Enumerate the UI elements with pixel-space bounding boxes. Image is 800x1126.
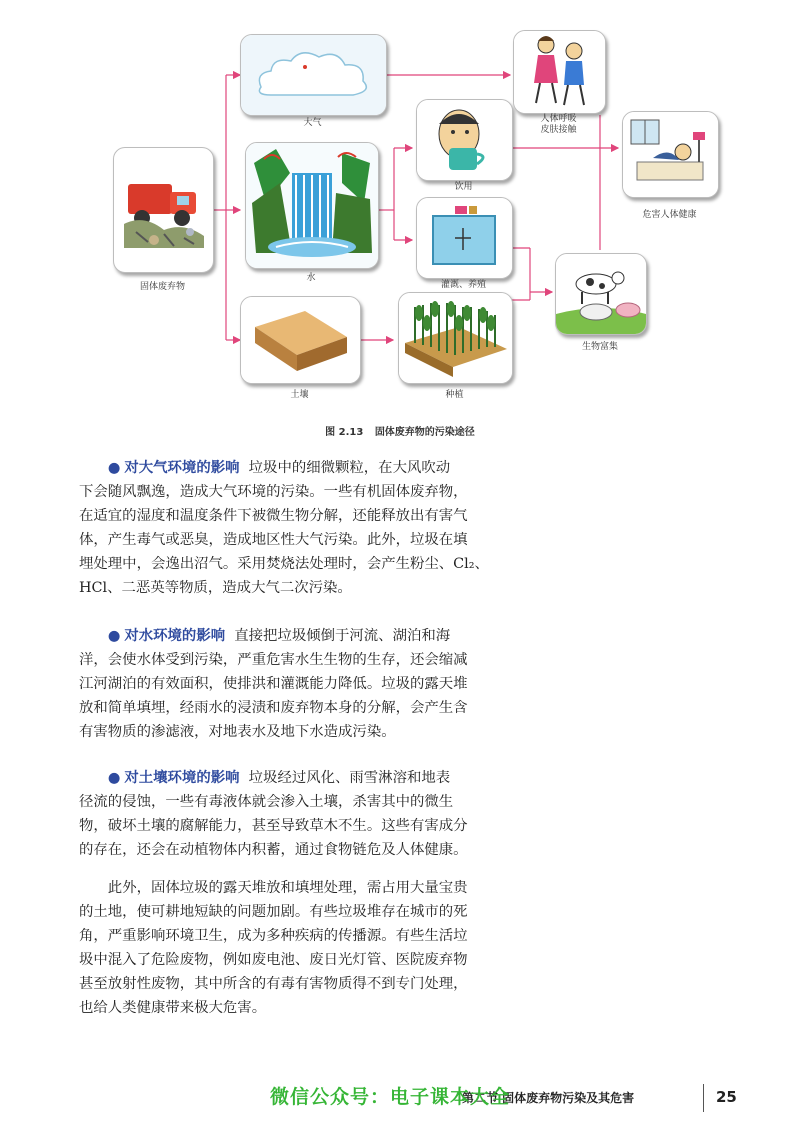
pond-icon: [417, 198, 512, 278]
breathing-label: [513, 114, 604, 136]
cloud-icon: [241, 35, 386, 115]
section-heading: 对水环境的影响: [124, 627, 226, 644]
text-line: 埋处理中，会逸出沼气。采用焚烧法处理时，会产生粉尘、Cl₂、: [79, 556, 489, 572]
crops-label: 种植: [445, 390, 464, 400]
livestock-icon: [556, 254, 646, 334]
section-soil: [79, 766, 534, 862]
text-line: 物，破坏土壤的腐解能力，甚至导致草木不生。这些有害成分: [79, 818, 468, 834]
text-line: 的土地，使可耕地短缺的问题加剧。有些垃圾堆存在城市的死: [79, 904, 468, 920]
section-atmosphere: [79, 456, 534, 600]
crops-node: [398, 292, 513, 384]
text-line: 体，产生毒气或恶臭，造成地区性大气污染。此外，垃圾在填: [79, 532, 468, 548]
person-drinking-icon: [417, 100, 512, 180]
children-playing-icon: [514, 31, 605, 113]
garbage-truck-icon: [114, 148, 213, 272]
atmosphere-label: 大气: [303, 118, 322, 128]
crop-field-icon: [399, 293, 512, 383]
text-line: 径流的侵蚀，一些有毒液体就会渗入土壤，杀害其中的微生: [79, 794, 454, 810]
breathing-label-line-1: 人体呼吸: [540, 114, 577, 124]
text-line: 角，严重影响环境卫生，成为多种疾病的传播源。有些生活垃: [79, 928, 468, 944]
section-heading: 对土壤环境的影响: [124, 769, 240, 786]
pollution-pathway-figure: [0, 0, 800, 445]
soil-block-icon: [241, 297, 360, 383]
section-water: [79, 624, 534, 744]
livestock-node: [555, 253, 647, 335]
drinking-node: [416, 99, 513, 181]
figure-caption: [0, 423, 800, 438]
text-line: 的存在，还会在动植物体内积蓄，通过食物链危及人体健康。: [79, 842, 468, 858]
text-line: 甚至放射性废物，其中所含的有毒有害物质得不到专门处理，: [79, 976, 468, 992]
section-soil-line-1: [79, 766, 534, 790]
figure-title: 固体废弃物的污染途径: [374, 427, 475, 438]
text-line: 也给人类健康带来极大危害。: [79, 1000, 267, 1016]
soil-node: [240, 296, 361, 384]
text-line: 放和简单填埋，经雨水的浸渍和废弃物本身的分解，会产生含: [79, 700, 468, 716]
section-atmosphere-line-1: [79, 456, 534, 480]
page-number: 25: [716, 1088, 737, 1106]
text-line: 洋，会使水体受到污染，严重危害水生生物的生存，还会缩减: [79, 652, 468, 668]
soil-label: 土壤: [290, 390, 309, 400]
water-label: 水: [306, 273, 316, 283]
irrigation-label: 灌溉、养殖: [440, 280, 486, 290]
solid-waste-node: [113, 147, 214, 273]
breathing-label-line-2: 皮肤接触: [540, 125, 577, 135]
health-node: [622, 111, 719, 198]
text-line: 在适宜的湿度和温度条件下被微生物分解，还能释放出有害气: [79, 508, 468, 524]
text-line: 江河湖泊的有效面积，使排洪和灌溉能力降低。垃圾的露天堆: [79, 676, 468, 692]
text-line: 垃圾中的细微颗粒，在大风吹动: [248, 460, 451, 476]
text-line: HCl、二恶英等物质，造成大气二次污染。: [79, 580, 352, 596]
text-line: 有害物质的渗滤液，对地表水及地下水造成污染。: [79, 724, 396, 740]
atmosphere-node: [240, 34, 387, 116]
bullet-dot-icon: ●: [107, 460, 121, 476]
bullet-dot-icon: ●: [107, 628, 121, 644]
water-node: [245, 142, 379, 269]
watermark: 微信公众号：电子课本大全: [270, 1086, 511, 1108]
text-line: 圾中混入了危险废物，例如废电池、废日光灯管、医院废弃物: [79, 952, 468, 968]
footer-divider: [703, 1084, 704, 1112]
text-line: 垃圾经过风化、雨雪淋溶和地表: [248, 770, 451, 786]
section-heading: 对大气环境的影响: [124, 459, 240, 476]
health-label: 危害人体健康: [642, 210, 697, 220]
figure-number: 图 2.13: [325, 427, 364, 438]
text-line: 下会随风飘逸，造成大气环境的污染。一些有机固体废弃物，: [79, 484, 468, 500]
text-line: 此外，固体垃圾的露天堆放和填埋处理，需占用大量宝贵: [107, 880, 468, 896]
text-line: 直接把垃圾倾倒于河流、湖泊和海: [234, 628, 451, 644]
closing-paragraph: [79, 876, 534, 1020]
breathing-node: [513, 30, 606, 114]
irrigation-node: [416, 197, 513, 279]
sick-person-icon: [623, 112, 718, 197]
drinking-label: 饮用: [454, 182, 473, 192]
livestock-label: 生物富集: [581, 342, 618, 352]
section-water-line-1: [79, 624, 534, 648]
solid-waste-label: 固体废弃物: [139, 282, 185, 292]
waterfall-icon: [246, 143, 378, 268]
bullet-dot-icon: ●: [107, 770, 121, 786]
running-footer-title: 第二节 固体废弃物污染及其危害: [462, 1091, 635, 1105]
